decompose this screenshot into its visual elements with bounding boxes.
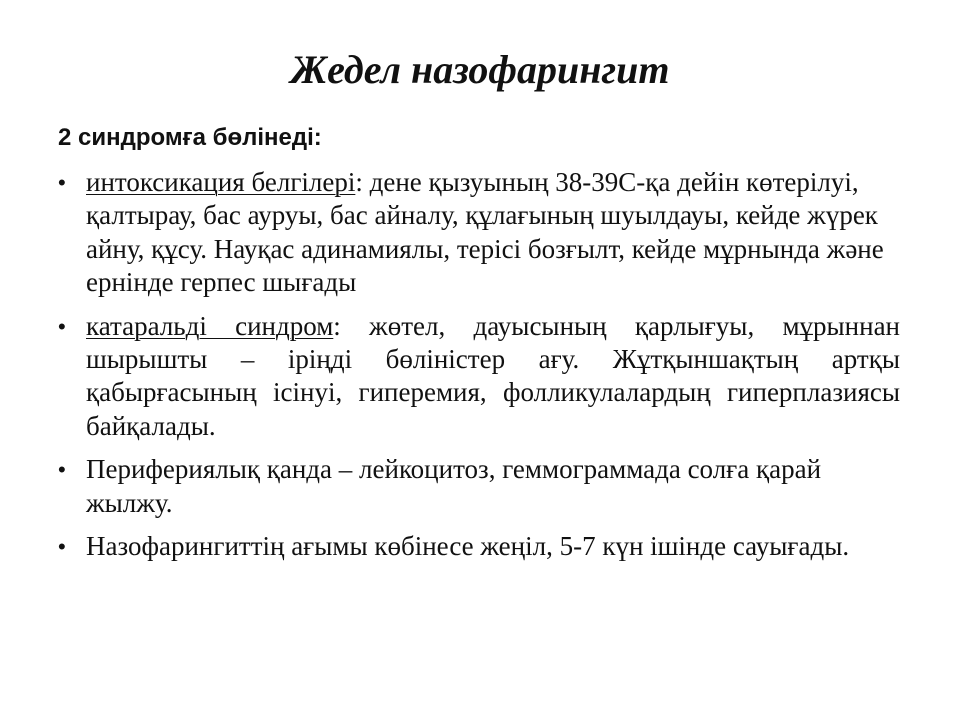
bullet-item-intoxication (58, 166, 900, 300)
bullet-term-intoxication: интоксикация белгілері (86, 167, 356, 197)
slide-title: Жедел назофарингит (290, 47, 670, 92)
bullet-text-peripheral-blood: Перифериялық қанда – лейкоцитоз, геммограммада солға қарай жылжу. (86, 454, 822, 518)
bullet-icon: • (58, 170, 66, 195)
bullet-icon: • (58, 457, 66, 483)
slide-subtitle: 2 синдромға бөлінеді: (58, 124, 322, 151)
bullet-term-catarrhal: катаральді синдром (86, 310, 334, 341)
bullet-text-course: Назофарингиттің ағымы көбінесе жеңіл, 5-7 күн ішінде сауығады. (86, 531, 850, 562)
bullet-item-peripheral-blood (58, 453, 900, 520)
bullet-body (86, 167, 884, 297)
bullet-item-catarrhal (58, 310, 900, 444)
bullet-body (86, 311, 900, 441)
bullet-text-intoxication: : дене қызуының 38-39С-қа дейін көтерілуі, қалтырау, бас ауруы, бас айналу, құлағының шуылдауы, кейде жүрек айну, құсу. Науқас адинамиялы, терісі бозғылт, кейде мұрнында және ернінде герпес шығады (86, 167, 884, 298)
bullet-icon: • (58, 534, 66, 560)
bullet-list (58, 166, 900, 573)
bullet-text-catarrhal: : жөтел, дауысының қарлығуы, мұрыннан шырышты – іріңді бөліністер ағу. Жұтқыншақтың артқы қабырғасының ісінуі, гиперемия, фолликулалардың гиперплазиясы байқалады. (86, 310, 900, 441)
bullet-item-course (58, 530, 900, 563)
bullet-icon: • (58, 313, 66, 339)
